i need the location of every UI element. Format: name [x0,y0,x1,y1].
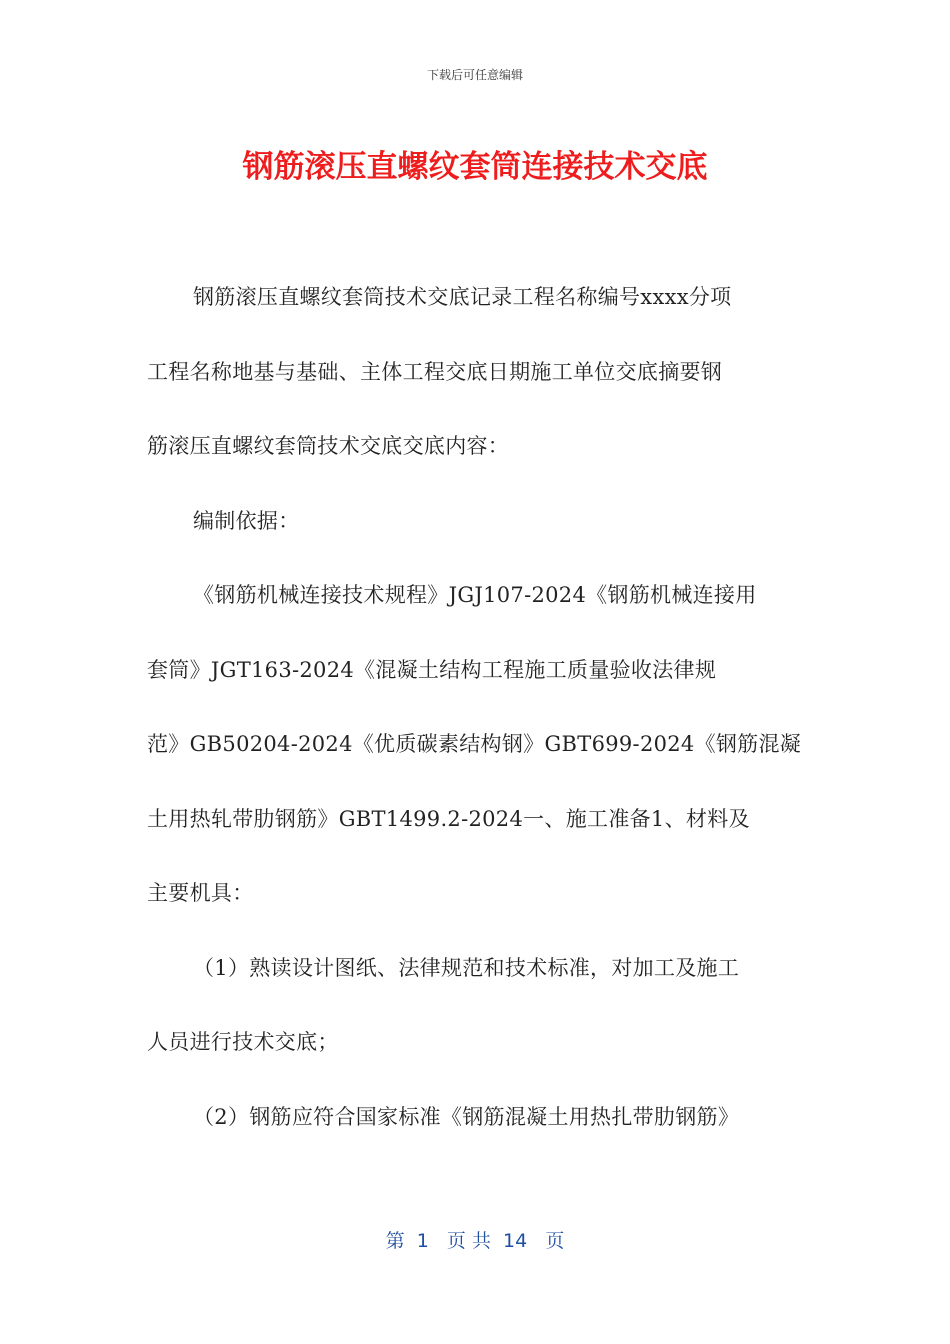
document-body [147,278,807,1172]
body-line: 工程名称地基与基础、主体工程交底日期施工单位交底摘要钢 [147,359,723,384]
body-text [147,278,807,1136]
body-line: 主要机具： [147,881,254,905]
body-line: 《钢筋机械连接技术规程》JGJ107-2024《钢筋机械连接用 [193,583,757,607]
body-line: 人员进行技术交底； [147,1030,339,1054]
body-line: 钢筋滚压直螺纹套筒技术交底记录工程名称编号xxxx分项 [193,285,732,309]
body-line: 编制依据： [193,508,300,533]
body-line: 筋滚压直螺纹套筒技术交底交底内容： [147,434,510,458]
header-note: 下载后可任意编辑 [426,68,523,82]
body-line: 土用热轧带肋钢筋》GBT1499.2-2024一、施工准备1、材料及 [147,806,750,831]
document-title: 钢筋滚压直螺纹套筒连接技术交底 [242,149,708,185]
body-line: 范》GB50204-2024《优质碳素结构钢》GBT699-2024《钢筋混凝 [147,732,802,756]
body-line: 套筒》JGT163-2024《混凝土结构工程施工质量验收法律规 [147,657,717,682]
page-number: 第 1 页 共 14 页 [385,1230,565,1252]
body-line: （1）熟读设计图纸、法律规范和技术标准，对加工及施工 [193,955,740,980]
body-line: （2）钢筋应符合国家标准《钢筋混凝土用热扎带肋钢筋》 [193,1104,740,1129]
